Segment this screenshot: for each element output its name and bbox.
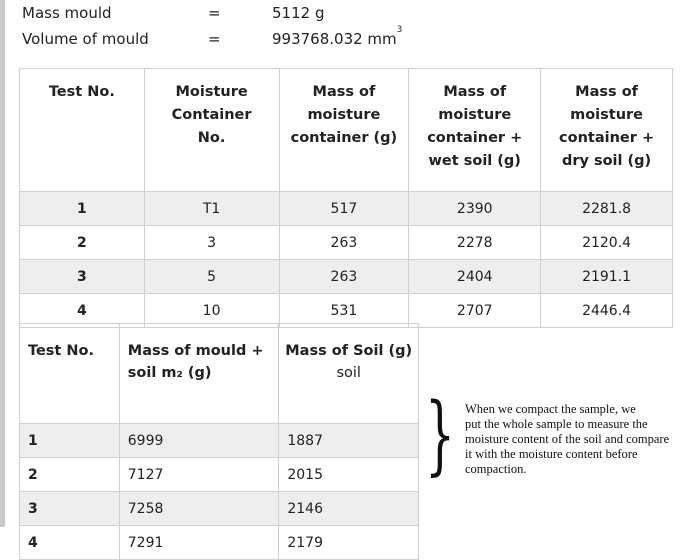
cell-test-no: 3 <box>20 260 145 294</box>
cell-mass-wet: 2390 <box>409 192 541 226</box>
note-line: When we compact the sample, we <box>465 402 636 416</box>
note-line: compaction. <box>465 462 527 476</box>
header-mass-wet-soil: Mass of moisture container + wet soil (g) <box>409 69 541 192</box>
cell-mass-container: 263 <box>279 226 409 260</box>
info-equals: = <box>208 4 221 22</box>
table-row <box>20 424 419 458</box>
cell-mass-container: 517 <box>279 192 409 226</box>
table-row <box>20 260 673 294</box>
header-mass-container: Mass of moisture container (g) <box>279 69 409 192</box>
cell-mass-soil: 2179 <box>279 526 419 560</box>
cell-test-no: 2 <box>20 226 145 260</box>
info-value <box>272 25 403 48</box>
curly-brace: } <box>425 385 456 485</box>
table-row <box>20 226 673 260</box>
table-row <box>20 192 673 226</box>
cell-mass-soil: 1887 <box>279 424 419 458</box>
cell-test-no: 3 <box>20 492 120 526</box>
cell-container-no: 3 <box>144 226 279 260</box>
cell-container-no: T1 <box>144 192 279 226</box>
cell-mass-container: 531 <box>279 294 409 328</box>
header-mass-mould-soil: Mass of mould + soil m₂ (g) <box>119 324 279 424</box>
cell-mass-mould-soil: 6999 <box>119 424 279 458</box>
cell-mass-mould-soil: 7258 <box>119 492 279 526</box>
header-mass-soil: Mass of Soil (g) soil <box>279 324 419 424</box>
info-value-text: 993768.032 mm <box>272 30 397 48</box>
cell-mass-dry: 2446.4 <box>541 294 673 328</box>
table-row <box>20 458 419 492</box>
info-label: Volume of mould <box>22 30 149 48</box>
cell-container-no: 5 <box>144 260 279 294</box>
cell-mass-wet: 2404 <box>409 260 541 294</box>
header-test-no: Test No. <box>20 69 145 192</box>
info-equals: = <box>208 30 221 48</box>
note-line: it with the moisture content before <box>465 447 638 461</box>
moisture-table-header <box>20 69 673 192</box>
note-line: put the whole sample to measure the <box>465 417 648 431</box>
cell-mass-container: 263 <box>279 260 409 294</box>
table-row <box>20 526 419 560</box>
header-container-no: Moisture Container No. <box>144 69 279 192</box>
cell-test-no: 2 <box>20 458 120 492</box>
cell-mass-wet: 2278 <box>409 226 541 260</box>
cell-mass-mould-soil: 7127 <box>119 458 279 492</box>
cell-test-no: 4 <box>20 294 145 328</box>
cell-test-no: 1 <box>20 424 120 458</box>
info-value: 5112 g <box>272 4 325 22</box>
cell-mass-dry: 2120.4 <box>541 226 673 260</box>
left-margin-bar <box>0 0 5 527</box>
cell-test-no: 1 <box>20 192 145 226</box>
moisture-table <box>19 68 673 328</box>
cell-mass-wet: 2707 <box>409 294 541 328</box>
cell-mass-dry: 2191.1 <box>541 260 673 294</box>
info-value-exponent: 3 <box>396 25 403 35</box>
soil-mass-table <box>19 323 419 560</box>
cell-container-no: 10 <box>144 294 279 328</box>
info-label: Mass mould <box>22 4 112 22</box>
note-line: moisture content of the soil and compare <box>465 432 670 446</box>
soil-mass-table-header <box>20 324 419 424</box>
table-row <box>20 492 419 526</box>
cell-mass-soil: 2146 <box>279 492 419 526</box>
cell-mass-soil: 2015 <box>279 458 419 492</box>
handwritten-note <box>465 402 697 477</box>
cell-mass-mould-soil: 7291 <box>119 526 279 560</box>
header-test-no: Test No. <box>20 324 120 424</box>
header-mass-dry-soil: Mass of moisture container + dry soil (g) <box>541 69 673 192</box>
cell-test-no: 4 <box>20 526 120 560</box>
cell-mass-dry: 2281.8 <box>541 192 673 226</box>
